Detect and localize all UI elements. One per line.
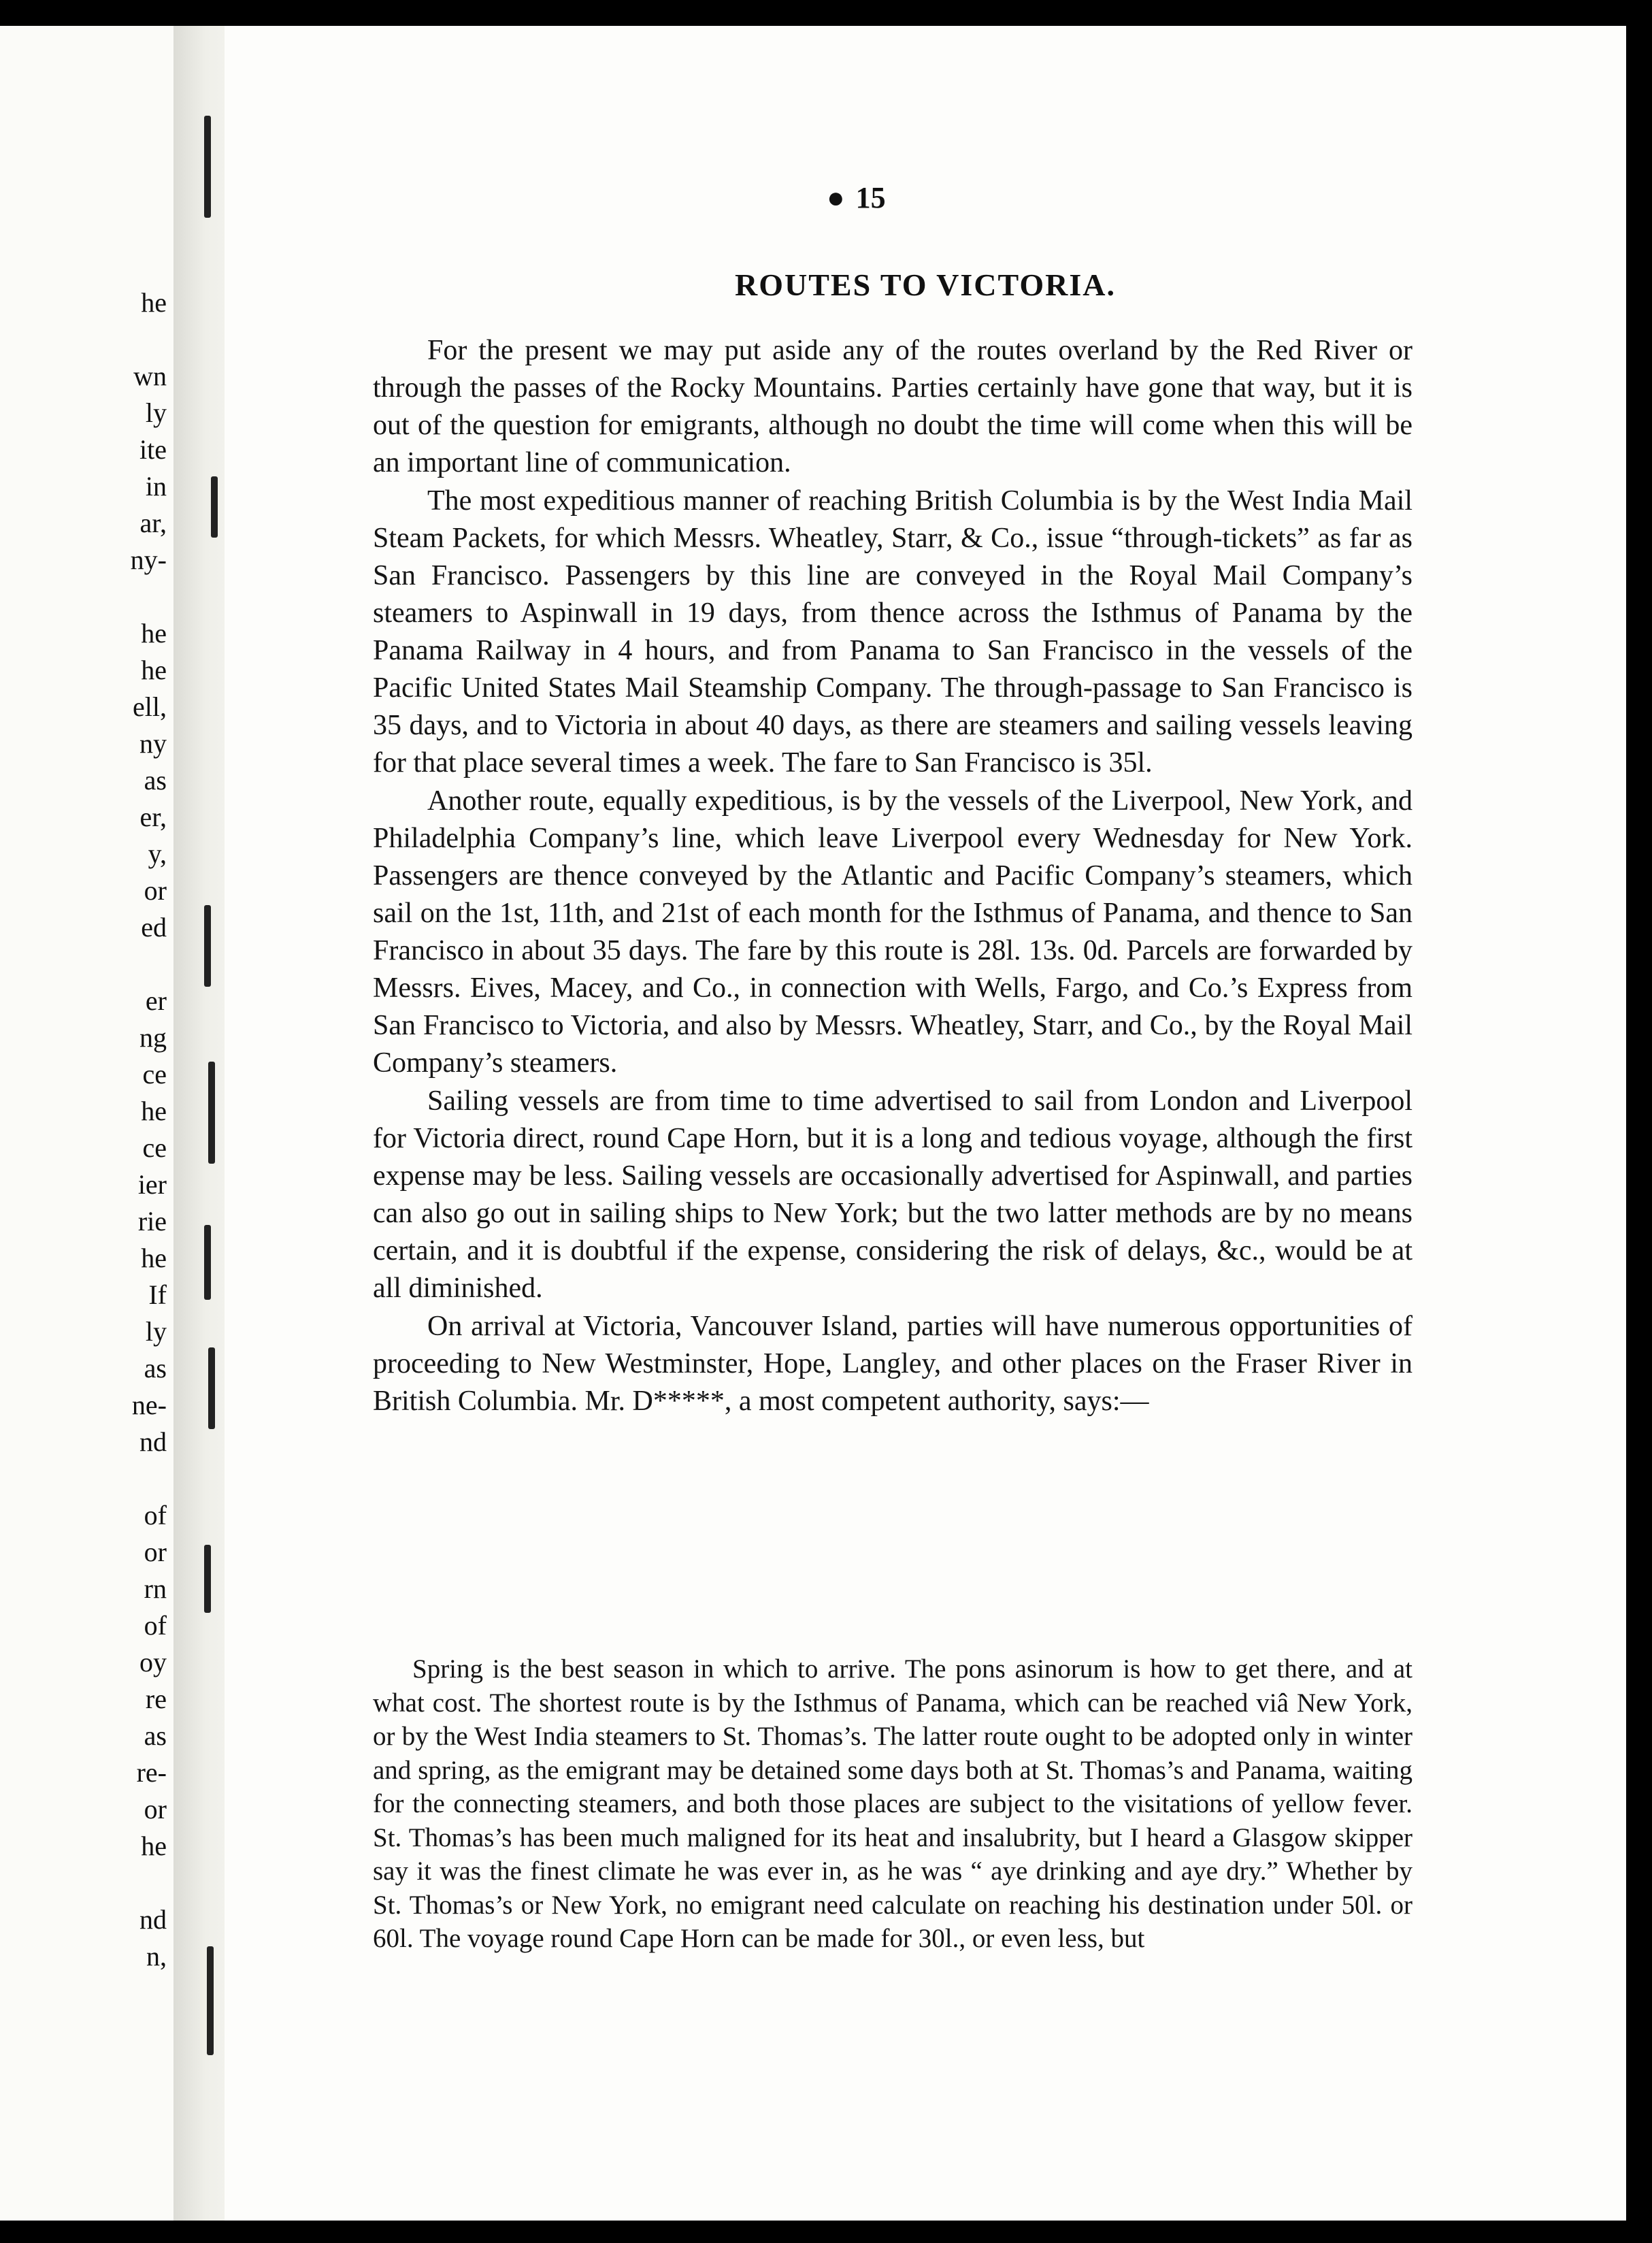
facing-page-fragment: wn [133,361,167,391]
facing-page-fragment: ce [142,1059,167,1090]
facing-page-fragment: ng [139,1022,167,1053]
facing-page-fragment: nd [139,1426,167,1457]
facing-page-fragment: of [144,1610,167,1641]
facing-page-fragment: rie [137,1206,167,1237]
facing-page-fragment: ny [139,728,167,759]
facing-page-fragment: he [141,1831,167,1861]
facing-page-fragment: If [148,1279,167,1310]
facing-page-fragment: he [141,287,167,318]
facing-page-fragment: nd [139,1904,167,1935]
page-number: ● 15 [827,181,886,214]
paragraph: On arrival at Victoria, Vancouver Island, parties will have numerous opportunities of proceeding to New Westminster, Hope, Langley, and other places on the Fraser River in British Columbia. Mr. D*****, a most competent authority, says:— [373,1311,1413,1417]
facing-page [0,26,174,2221]
facing-page-fragment: or [144,1794,167,1824]
body-text [373,332,1413,1421]
facing-page-fragment: ed [141,912,167,943]
facing-page-fragment: he [141,1096,167,1126]
facing-page-fragment: in [145,471,167,502]
page-title: ROUTES TO VICTORIA. [735,267,1116,302]
binding-mark [204,905,211,987]
facing-page-fragment: er [145,985,167,1016]
facing-page-fragment: rn [144,1573,167,1604]
facing-page-fragment [0,578,167,615]
facing-page-fragment [0,1460,167,1497]
facing-page-fragment [0,1865,167,1901]
block-quote [373,1652,1413,1956]
facing-page-fragment: or [144,875,167,906]
facing-page-fragment: ly [145,1316,167,1347]
paragraph: For the present we may put aside any of the routes overland by the Red River or through the passes of the Rocky Mountains. Parties certainly have gone that way, but it is out of the question for emigrants, although no doubt the time will come when this will be an important line of communication. [373,335,1413,478]
facing-page-fragment: he [141,1243,167,1273]
paragraph: Another route, equally expeditious, is by the vessels of the Liverpool, New York, and Philadelphia Company’s line, which leave Liverpool every Wednesday for New York. Passengers are thence conveyed by the Atlantic and Pacific Company’s steamers, which sail on the 1st, 11th, and 21st of each month for the Isthmus of Panama, and thence to San Francisco in about 35 days. The fare by this route is 28l. 13s. 0d. Parcels are forwarded by Messrs. Eives, Macey, and Co., in connection with Wells, Fargo, and Co.’s Express from San Francisco to Victoria, and also by Messrs. Wheatley, Starr, and Co., by the Royal Mail Company’s steamers. [373,785,1413,1079]
facing-page-fragment: ite [139,434,167,465]
facing-page-text [0,284,167,1975]
facing-page-fragment: y, [148,838,167,869]
binding-mark [204,1545,211,1613]
binding-mark [208,1062,215,1164]
facing-page-fragment: ell, [133,691,167,722]
facing-page-fragment: as [144,765,167,796]
facing-page-fragment: ier [137,1169,167,1200]
facing-page-fragment: he [141,618,167,649]
facing-page-fragment: n, [146,1941,167,1971]
facing-page-fragment: ar, [139,508,167,538]
paragraph: The most expeditious manner of reaching British Columbia is by the West India Mail Steam Packets, for which Messrs. Wheatley, Starr, & Co., issue “through-tickets” as far as San Francisco. Passengers by this line are conveyed in the Royal Mail Company’s steamers to Aspinwall in 19 days, from thence across the Isthmus of Panama by the Panama Railway in 4 hours, and from Panama to San Francisco in the vessels of the Pacific United States Mail Steamship Company. The through-passage to San Francisco is 35 days, and to Victoria in about 40 days, as there are steamers and sailing vessels leaving for that place several times a week. The fare to San Francisco is 35l. [373,485,1413,779]
facing-page-fragment: ne- [131,1390,167,1420]
binding-mark [207,1946,214,2055]
facing-page-fragment: re- [136,1757,167,1788]
facing-page-fragment: er, [139,802,167,832]
facing-page-fragment [0,946,167,983]
facing-page-fragment: he [141,655,167,685]
facing-page-fragment: or [144,1537,167,1567]
binding-mark [211,476,218,538]
facing-page-fragment: as [144,1720,167,1751]
facing-page-fragment: re [145,1684,167,1714]
facing-page-fragment: ce [142,1132,167,1163]
binding-mark [204,1225,211,1300]
paragraph: Sailing vessels are from time to time advertised to sail from London and Liverpool for Victoria direct, round Cape Horn, but it is a long and tedious voyage, although the first expense may be less. Sailing vessels are occasionally advertised for Aspinwall, and parties can also go out in sailing ships to New York; but the two latter methods are by no means certain, and it is doubtful if the expense, considering the risk of delays, &c., would be at all diminished. [373,1085,1413,1304]
facing-page-fragment: of [144,1500,167,1530]
binding-mark [208,1347,215,1429]
facing-page-fragment: oy [139,1647,167,1677]
facing-page-fragment [0,321,167,358]
quote-paragraph: Spring is the best season in which to arrive. The pons asinorum is how to get there, and at what cost. The shortest route is by the Isthmus of Panama, which can be reached viâ New York, or by the West India steamers to St. Thomas’s. The latter route ought to be adopted only in winter and spring, as the emigrant may be detained some days both at St. Thomas’s and Panama, waiting for the connecting steamers, and both those places are subject to the visitations of yellow fever. St. Thomas’s has been much maligned for its heat and insalubrity, but I heard a Glasgow skipper say it was the finest climate he was ever in, as he was “ aye drinking and aye dry.” Whether by St. Thomas’s or New York, no emigrant need calculate on reaching his destination under 50l. or 60l. The voyage round Cape Horn can be made for 30l., or even less, but [373,1654,1413,1953]
facing-page-fragment: ny- [130,544,167,575]
facing-page-fragment: ly [145,397,167,428]
binding-mark [204,116,211,218]
facing-page-fragment: as [144,1353,167,1384]
